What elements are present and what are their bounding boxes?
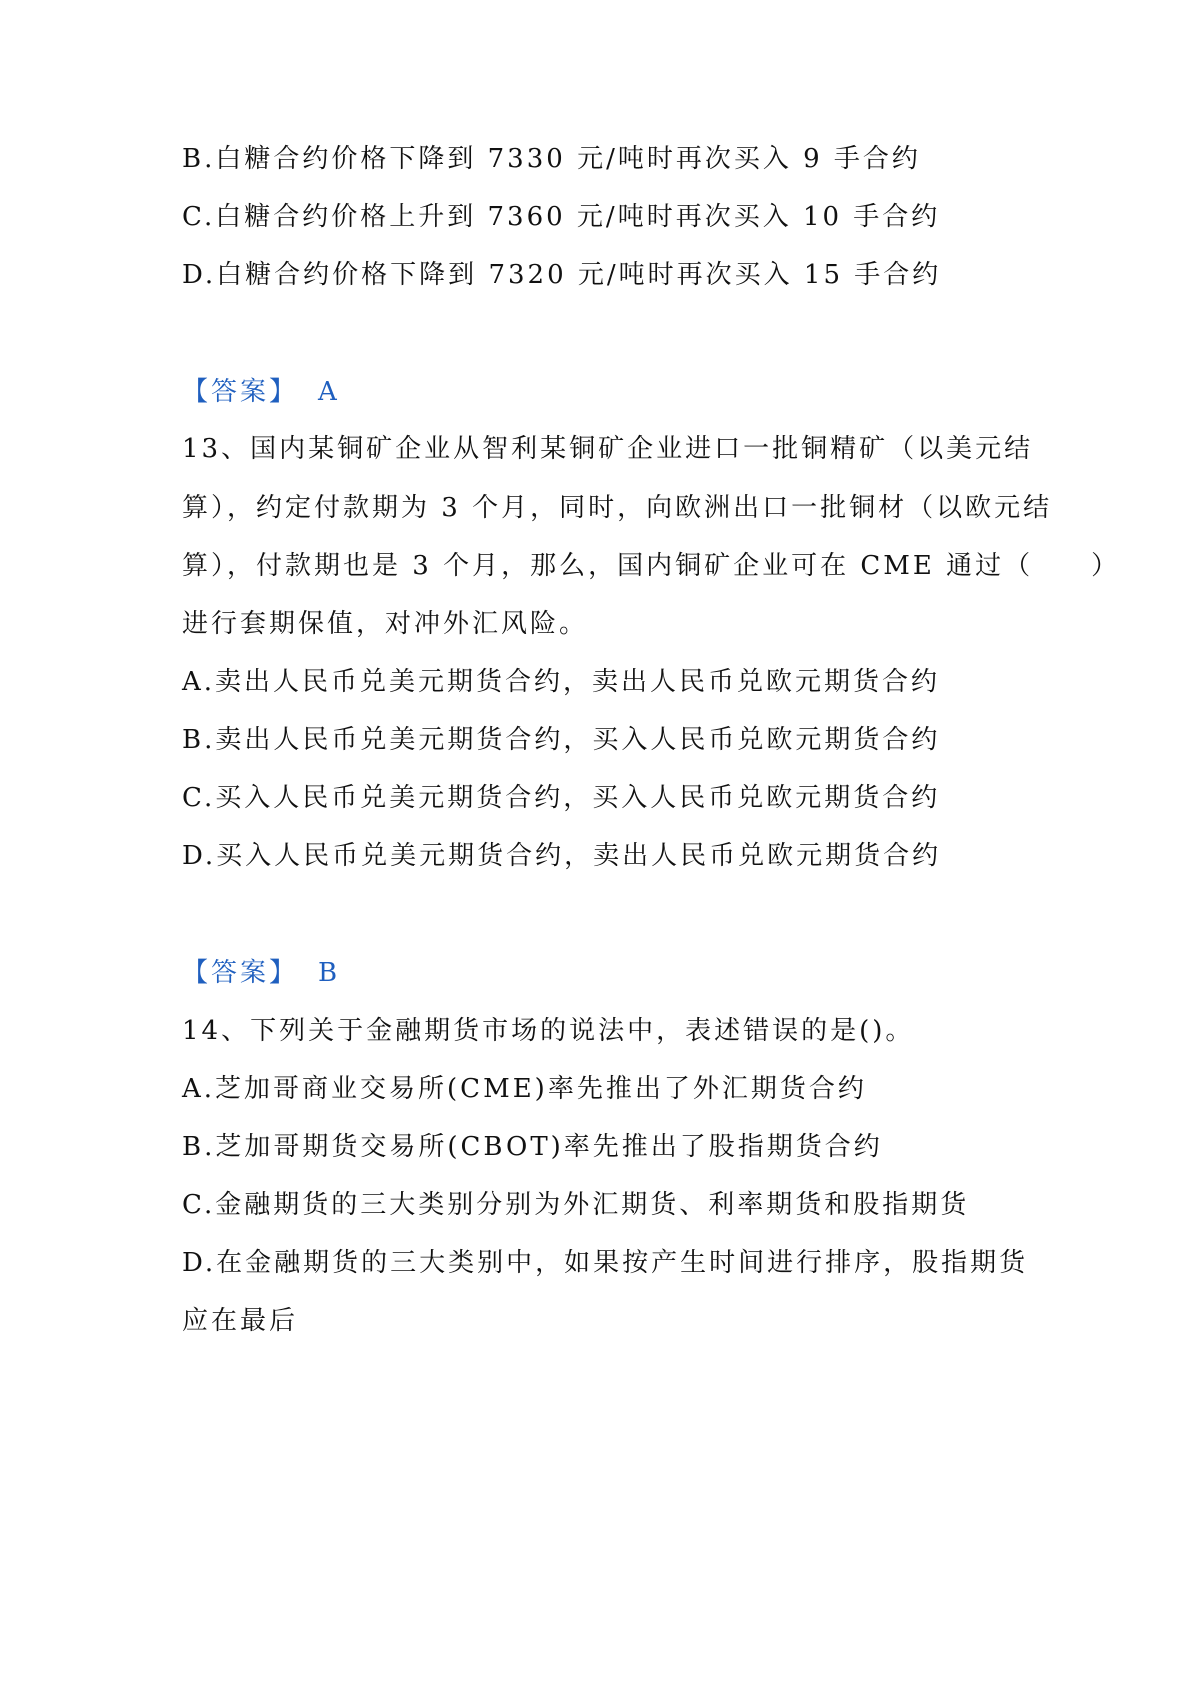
q12-answer — [182, 375, 340, 409]
q13-option-d: D.买入人民币兑美元期货合约，卖出人民币兑欧元期货合约 — [182, 841, 942, 871]
q13-option-b: B.卖出人民币兑美元期货合约，买入人民币兑欧元期货合约 — [182, 725, 941, 755]
answer-label: 【答案】 — [182, 958, 299, 988]
q14-option-c: C.金融期货的三大类别分别为外汇期货、利率期货和股指期货 — [182, 1190, 970, 1220]
q13-answer — [182, 956, 340, 990]
q14-stem-line-1: 14、下列关于金融期货市场的说法中，表述错误的是()。 — [182, 1016, 915, 1046]
answer-value: B — [318, 958, 341, 988]
q12-option-b: B.白糖合约价格下降到 7330 元/吨时再次买入 9 手合约 — [182, 144, 921, 174]
q13-stem-line-4: 进行套期保值，对冲外汇风险。 — [182, 609, 589, 639]
q14-option-d: D.在金融期货的三大类别中，如果按产生时间进行排序，股指期货 — [182, 1248, 1029, 1278]
q13-stem-line-2: 算），约定付款期为 3 个月，同时，向欧洲出口一批铜材（以欧元结 — [182, 493, 1053, 523]
q13-stem-line-1: 13、国内某铜矿企业从智利某铜矿企业进口一批铜精矿（以美元结 — [182, 434, 1034, 464]
q12-option-c: C.白糖合约价格上升到 7360 元/吨时再次买入 10 手合约 — [182, 202, 941, 232]
q14-option-b: B.芝加哥期货交易所(CBOT)率先推出了股指期货合约 — [182, 1132, 883, 1162]
q13-stem-line-3: 算），付款期也是 3 个月，那么，国内铜矿企业可在 CME 通过（ ） — [182, 551, 1121, 581]
q12-option-d: D.白糖合约价格下降到 7320 元/吨时再次买入 15 手合约 — [182, 260, 942, 290]
q14-option-a: A.芝加哥商业交易所(CME)率先推出了外汇期货合约 — [182, 1074, 867, 1104]
q13-option-a: A.卖出人民币兑美元期货合约，卖出人民币兑欧元期货合约 — [182, 667, 941, 697]
answer-value: A — [318, 377, 340, 407]
answer-label: 【答案】 — [182, 377, 299, 407]
q13-option-c: C.买入人民币兑美元期货合约，买入人民币兑欧元期货合约 — [182, 783, 941, 813]
q14-option-d-continued: 应在最后 — [182, 1306, 299, 1336]
